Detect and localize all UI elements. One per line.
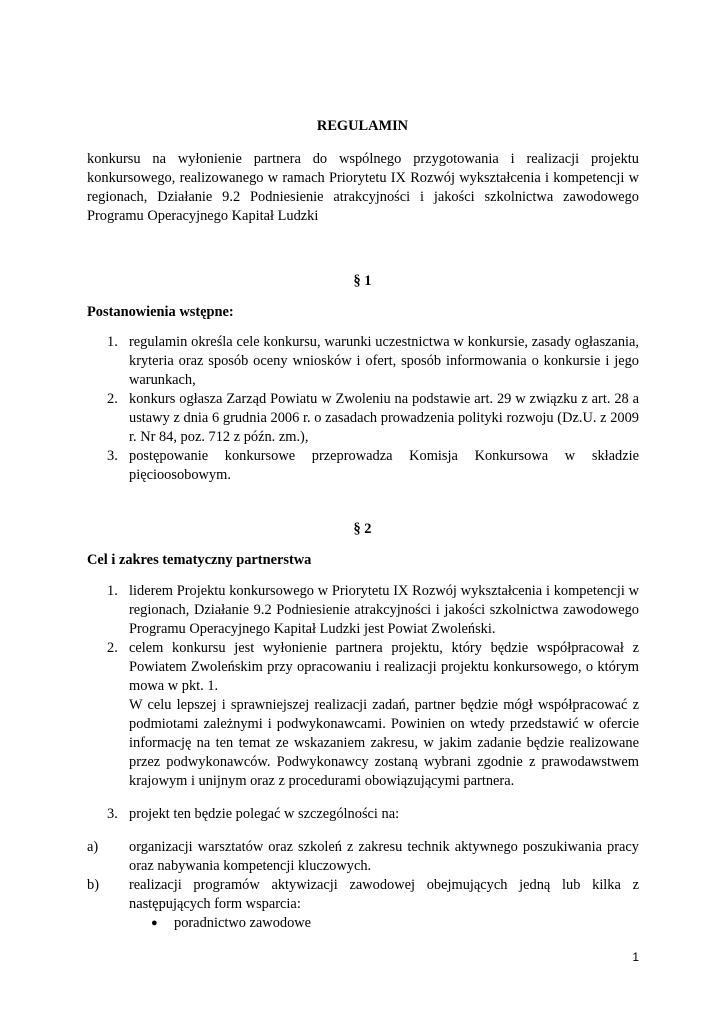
list-item-letter: a) xyxy=(87,839,99,855)
list-item-letter: b) xyxy=(87,877,99,893)
list-item-text: projekt ten będzie polegać w szczególności na: xyxy=(129,806,400,822)
list-item xyxy=(87,876,639,914)
list-item xyxy=(87,639,639,696)
list-item-text: regulamin określa cele konkursu, warunki uczestnictwa w konkursie, zasady ogłaszania, kryteria oraz sposób oceny wniosków i ofert, sposób informowania o konkursie i jego warunkach, xyxy=(129,334,639,388)
document-title: REGULAMIN xyxy=(316,118,409,134)
continuation-paragraph: W celu lepszej i sprawniejszej realizacji zadań, partner będzie mógł współpracować z podmiotami zależnymi i podwykonawcami. Powinien on wtedy przedstawić w ofercie informację na ten temat ze wskazaniem zakresu, w jakim zadanie będzie realizowane przez podwykonawców. Podwykonawcy zostaną wybrani zgodnie z prawodawstwem krajowym i unijnym oraz z procedurami obowiązującymi partnera. xyxy=(129,697,639,789)
list-item-number: 2. xyxy=(107,391,118,407)
section-1-list xyxy=(87,333,639,485)
list-item xyxy=(87,805,639,824)
section-1-heading: Postanowienia wstępne: xyxy=(87,304,234,320)
section-1-number: § 1 xyxy=(353,273,372,289)
intro-paragraph: konkursu na wyłonienie partnera do wspólnego przygotowania i realizacji projektu konkursowego, realizowanego w ramach Priorytetu IX Rozwój wykształcenia i kompetencji w regionach, Działanie 9.2 Podniesienie atrakcyjności i jakości szkolnictwa zawodowego Programu Operacyjnego Kapitał Ludzki xyxy=(87,151,639,224)
list-item xyxy=(87,390,639,447)
list-item-text: postępowanie konkursowe przeprowadza Komisja Konkursowa w składzie pięcioosobowym. xyxy=(129,448,639,483)
bullet-item xyxy=(87,914,639,933)
section-2-heading: Cel i zakres tematyczny partnerstwa xyxy=(87,552,312,568)
list-item xyxy=(87,582,639,639)
page-number: 1 xyxy=(632,950,639,964)
list-item-text: liderem Projektu konkursowego w Priorytetu IX Rozwój wykształcenia i kompetencji w regionach, Działanie 9.2 Podniesienie atrakcyjności i jakości szkolnictwa zawodowego Programu Operacyjnego Kapitał Ludzki jest Powiat Zwoleński. xyxy=(129,583,639,637)
list-item-number: 3. xyxy=(107,806,118,822)
section-2-item-3 xyxy=(87,805,639,824)
list-item xyxy=(87,447,639,485)
list-item-number: 1. xyxy=(107,334,118,350)
list-item-text: organizacji warsztatów oraz szkoleń z zakresu technik aktywnego poszukiwania pracy oraz nabywania kompetencji kluczowych. xyxy=(129,839,639,874)
lettered-list xyxy=(87,838,639,933)
list-item-number: 2. xyxy=(107,640,118,656)
bullet-icon: ● xyxy=(151,917,158,929)
bullet-text: poradnictwo zawodowe xyxy=(174,915,312,931)
list-item-number: 1. xyxy=(107,583,118,599)
list-item-text: celem konkursu jest wyłonienie partnera projektu, który będzie współpracował z Powiatem Zwoleńskim przy opracowaniu i realizacji projektu konkursowego, o którym mowa w pkt. 1. xyxy=(129,640,639,694)
list-item-text: konkurs ogłasza Zarząd Powiatu w Zwoleniu na podstawie art. 29 w związku z art. 28 a ustawy z dnia 6 grudnia 2006 r. o zasadach prowadzenia polityki rozwoju (Dz.U. z 2009 r. Nr 84, poz. 712 z późn. zm.), xyxy=(129,391,639,445)
list-item-text: realizacji programów aktywizacji zawodowej obejmujących jedną lub kilka z następujących form wsparcia: xyxy=(129,877,639,912)
list-item xyxy=(87,333,639,390)
section-2-list xyxy=(87,582,639,791)
section-2-number: § 2 xyxy=(353,521,372,537)
list-item-number: 3. xyxy=(107,448,118,464)
list-item xyxy=(87,838,639,876)
